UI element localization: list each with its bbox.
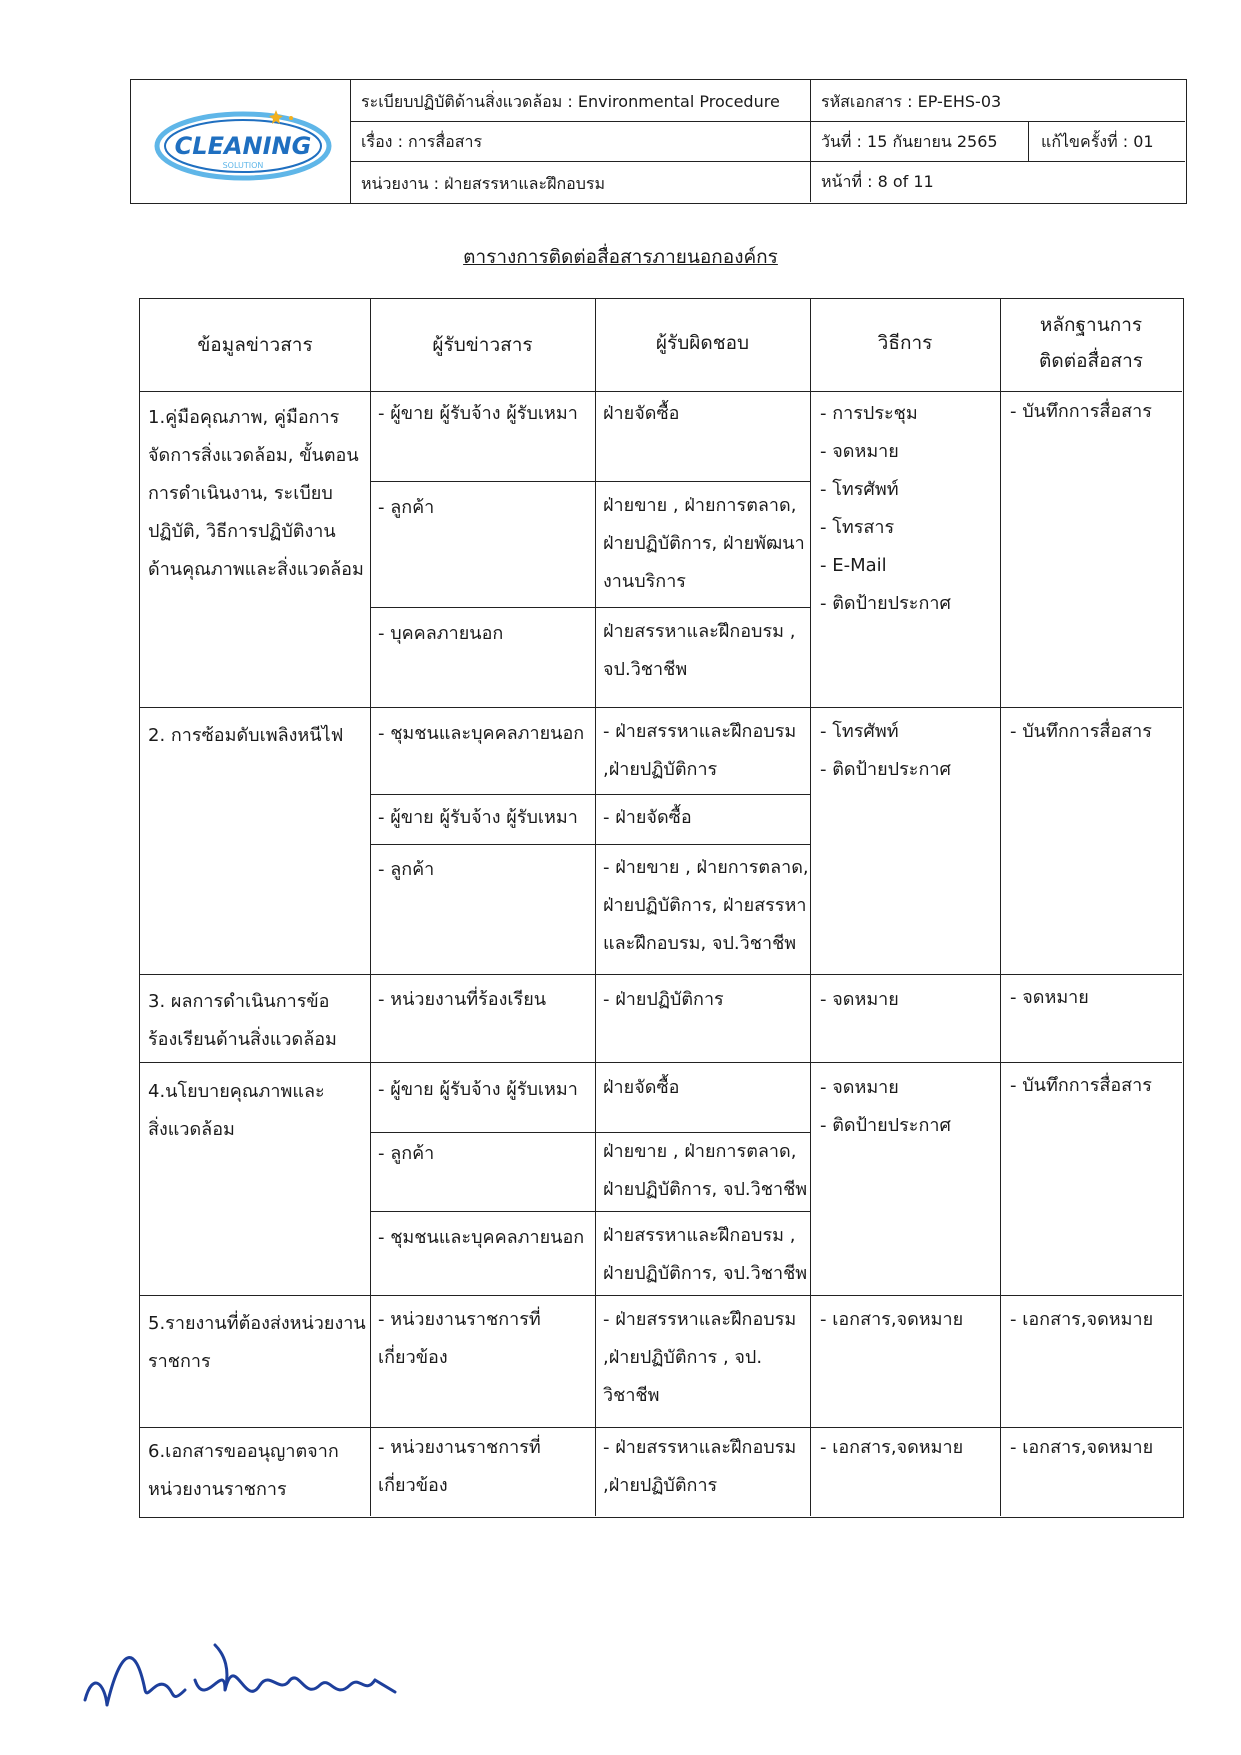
row2-responsible-3: - ฝ่ายขาย , ฝ่ายการตลาด, ฝ่ายปฏิบัติการ, ฝ่ายสรรหา และฝึกอบรม, จป.วิชาชีพ [603, 857, 809, 954]
header-responsible: ผู้รับผิดชอบ [655, 332, 750, 354]
row5-evidence: - เอกสาร,จดหมาย [1010, 1309, 1154, 1330]
row4-recipient-1: - ผู้ขาย ผู้รับจ้าง ผู้รับเหมา [378, 1079, 578, 1100]
row3-info: 3. ผลการดำเนินการข้อ ร้องเรียนด้านสิ่งแวดล้อม [148, 991, 337, 1050]
row6-responsible: - ฝ่ายสรรหาและฝึกอบรม ,ฝ่ายปฏิบัติการ [603, 1437, 797, 1496]
row2-recipient-1: - ชุมชนและบุคคลภายนอก [378, 723, 585, 744]
row2-responsible-2: - ฝ่ายจัดซื้อ [603, 807, 692, 828]
row6-method: - เอกสาร,จดหมาย [820, 1437, 964, 1458]
row3-method: - จดหมาย [820, 989, 899, 1010]
row4-info: 4.นโยบายคุณภาพและ สิ่งแวดล้อม [148, 1081, 325, 1140]
row1-responsible-3: ฝ่ายสรรหาและฝึกอบรม , จป.วิชาชีพ [603, 621, 796, 680]
row1-responsible-2: ฝ่ายขาย , ฝ่ายการตลาด, ฝ่ายปฏิบัติการ, ฝ่ายพัฒนา งานบริการ [603, 495, 805, 592]
row5-recipient: - หน่วยงานราชการที่ เกี่ยวข้อง [378, 1309, 541, 1368]
subject: เรื่อง : การสื่อสาร [361, 132, 483, 151]
row3-evidence: - จดหมาย [1010, 987, 1089, 1008]
row2-info: 2. การซ้อมดับเพลิงหนีไฟ [148, 725, 344, 746]
row4-evidence: - บันทึกการสื่อสาร [1010, 1075, 1152, 1096]
row1-responsible-1: ฝ่ายจัดซื้อ [603, 403, 680, 424]
header-recipient: ผู้รับข่าวสาร [432, 334, 533, 356]
row6-recipient: - หน่วยงานราชการที่ เกี่ยวข้อง [378, 1437, 541, 1496]
row4-responsible-2: ฝ่ายขาย , ฝ่ายการตลาด, ฝ่ายปฏิบัติการ, จป.วิชาชีพ [603, 1141, 808, 1200]
row1-recipient-3: - บุคคลภายนอก [378, 623, 504, 644]
cleaning-solution-logo [151, 102, 336, 184]
department: หน่วยงาน : ฝ่ายสรรหาและฝึกอบรม [361, 174, 606, 193]
row1-recipient-2: - ลูกค้า [378, 497, 435, 518]
row2-responsible-1: - ฝ่ายสรรหาและฝึกอบรม ,ฝ่ายปฏิบัติการ [603, 721, 797, 780]
row3-recipient: - หน่วยงานที่ร้องเรียน [378, 989, 547, 1010]
svg-text:CLEANING: CLEANING [174, 132, 312, 160]
row2-evidence: - บันทึกการสื่อสาร [1010, 721, 1152, 742]
svg-text:SOLUTION: SOLUTION [222, 161, 264, 170]
row1-evidence: - บันทึกการสื่อสาร [1010, 401, 1152, 422]
row2-method: - โทรศัพท์ - ติดป้ายประกาศ [820, 721, 951, 780]
communication-table [139, 298, 1184, 1518]
row4-recipient-3: - ชุมชนและบุคคลภายนอก [378, 1227, 585, 1248]
page-number: หน้าที่ : 8 of 11 [821, 172, 934, 191]
row5-info: 5.รายงานที่ต้องส่งหน่วยงาน ราชการ [148, 1313, 366, 1372]
row5-responsible: - ฝ่ายสรรหาและฝึกอบรม ,ฝ่ายปฏิบัติการ , จป. วิชาชีพ [603, 1309, 797, 1406]
header-info: ข้อมูลข่าวสาร [197, 334, 313, 356]
row4-responsible-3: ฝ่ายสรรหาและฝึกอบรม , ฝ่ายปฏิบัติการ, จป.วิชาชีพ [603, 1225, 808, 1284]
document-header [130, 79, 1187, 204]
header-evidence: หลักฐานการ ติดต่อสื่อสาร [1039, 314, 1143, 372]
signature [75, 1630, 415, 1725]
document-date: วันที่ : 15 กันยายน 2565 [821, 132, 998, 151]
row4-responsible-1: ฝ่ายจัดซื้อ [603, 1077, 680, 1098]
row1-recipient-1: - ผู้ขาย ผู้รับจ้าง ผู้รับเหมา [378, 403, 578, 424]
row6-info: 6.เอกสารขออนุญาตจาก หน่วยงานราชการ [148, 1441, 339, 1500]
procedure-title: ระเบียบปฏิบัติด้านสิ่งแวดล้อม : Environmental Procedure [361, 92, 780, 111]
row6-evidence: - เอกสาร,จดหมาย [1010, 1437, 1154, 1458]
row5-method: - เอกสาร,จดหมาย [820, 1309, 964, 1330]
header-method: วิธีการ [877, 332, 933, 354]
row4-recipient-2: - ลูกค้า [378, 1143, 435, 1164]
row4-method: - จดหมาย - ติดป้ายประกาศ [820, 1077, 951, 1136]
document-code: รหัสเอกสาร : EP-EHS-03 [821, 92, 1002, 111]
row2-recipient-3: - ลูกค้า [378, 859, 435, 880]
logo-cell [131, 80, 351, 203]
row3-responsible: - ฝ่ายปฏิบัติการ [603, 989, 724, 1010]
revision-number: แก้ไขครั้งที่ : 01 [1041, 132, 1154, 151]
row1-method: - การประชุม - จดหมาย - โทรศัพท์ - โทรสาร - E-Mail - ติดป้ายประกาศ [820, 403, 951, 614]
row2-recipient-2: - ผู้ขาย ผู้รับจ้าง ผู้รับเหมา [378, 807, 578, 828]
page-title: ตารางการติดต่อสื่อสารภายนอกองค์กร [463, 246, 778, 268]
row1-info: 1.คู่มือคุณภาพ, คู่มือการ จัดการสิ่งแวดล้อม, ขั้นตอน การดำเนินงาน, ระเบียบ ปฏิบัติ, วิธีการปฏิบัติงาน ด้านคุณภาพและสิ่งแวดล้อม [148, 407, 364, 580]
